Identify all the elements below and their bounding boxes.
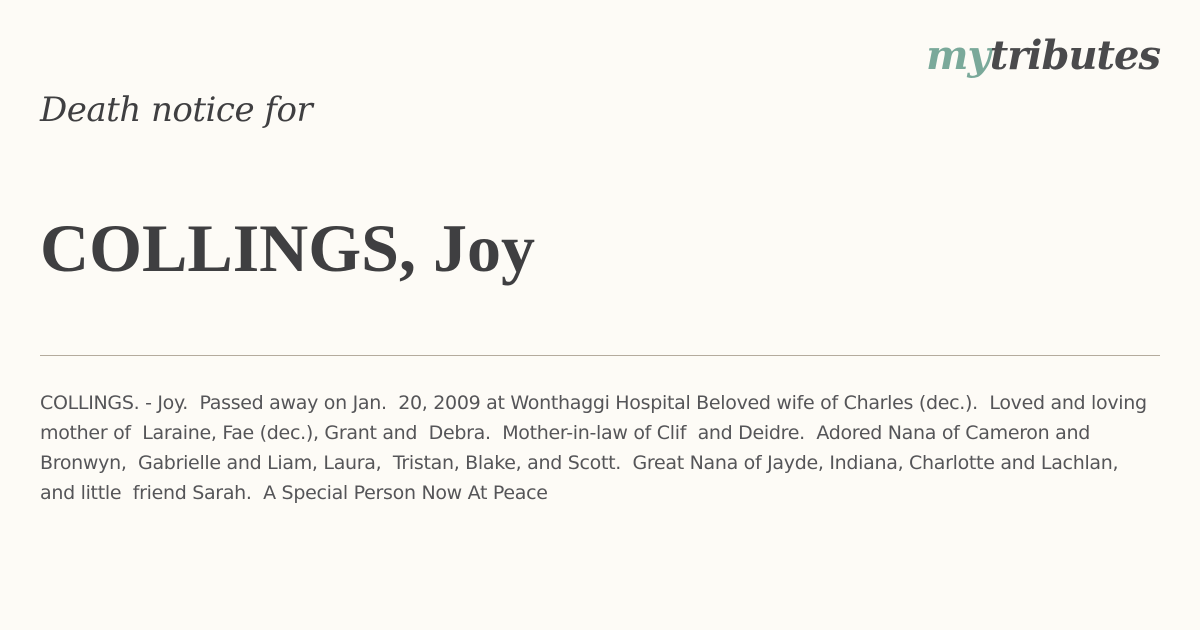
notice-body-text: COLLINGS. - Joy. Passed away on Jan. 20, 2009 at Wonthaggi Hospital Beloved wife of Charles (dec.). Loved and loving mother of Laraine, Fae (dec.), Grant and Debra. Mother-in-law of Clif and Deidre. Adored Nana of Cameron and Bronwyn, Gabrielle and Liam, Laura, Tristan, Blake, and Scott. Great Nana of Jayde, Indiana, Charlotte and Lachlan, and little friend Sarah. A Special Person Now At Peace [40, 392, 1153, 504]
notice-label: Death notice for [40, 90, 313, 130]
divider [40, 355, 1160, 356]
mytributes-logo[interactable] [926, 32, 1160, 79]
logo-tributes-text: tributes [989, 32, 1160, 79]
deceased-name: COLLINGS, Joy [40, 210, 535, 286]
logo-my-text: my [926, 32, 990, 79]
